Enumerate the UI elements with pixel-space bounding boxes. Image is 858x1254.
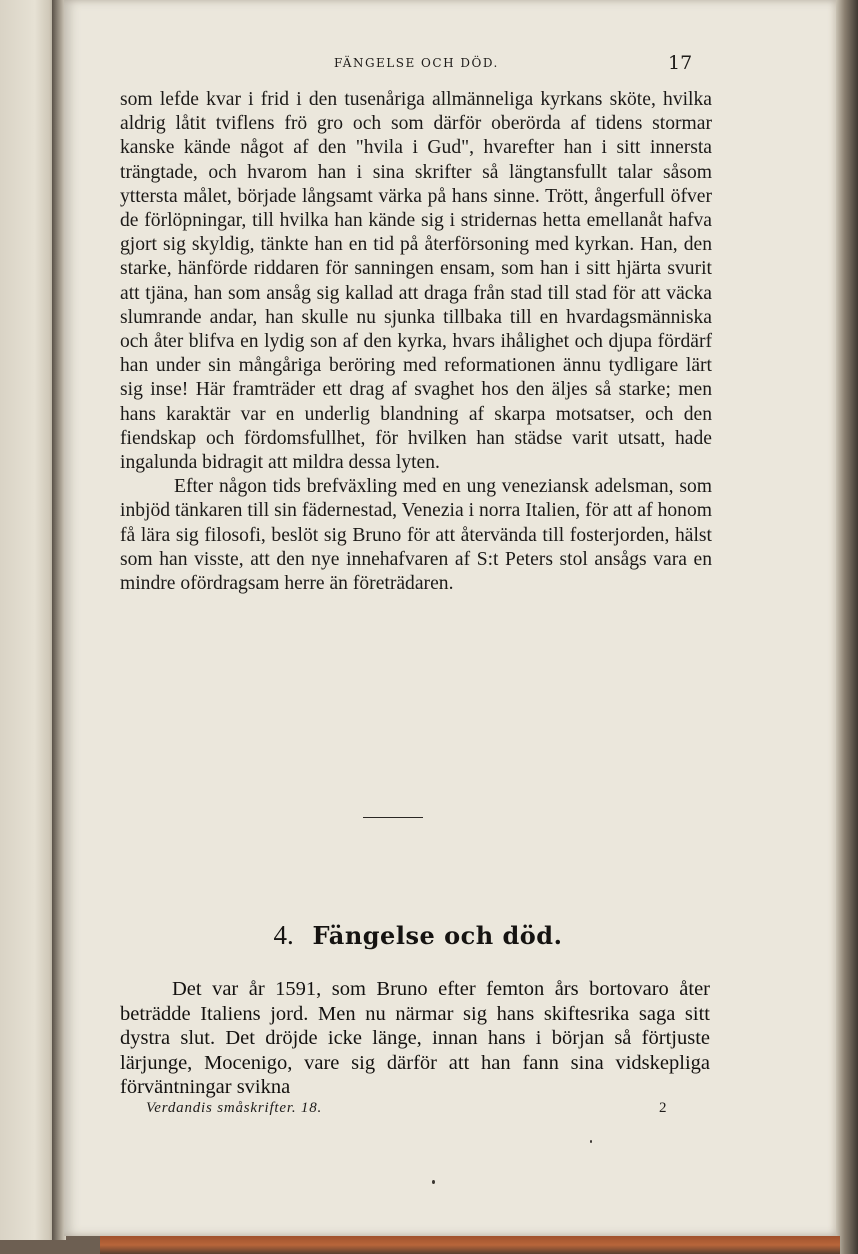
running-title: FÄNGELSE OCH DÖD. [334,56,499,70]
paragraph-continued: som lefde kvar i frid i den tusenåriga allmänneliga kyrkans sköte, hvilka aldrig låtit tviflens frö gro och som därför oberörda af tidens stormar kanske kände något af den "hvila i Gud", hvarefter han i sitt innersta trängtade, och hvarom han i sina skrifter så längtansfullt talar såsom yttersta målet, började långsamt värka på hans sinne. Trött, ångerfull öfver de förlöpningar, till hvilka han kände sig i stridernas hetta emellanåt hafva gjort sig skyldig, tänkte han en tid på återförsoning med kyrkan. Han, den starke, hänförde riddaren för sanningen ensam, som han i sitt hjärta svurit att tjäna, han som ansåg sig kallad att draga från stad till stad för att väcka slumrande andar, han skulle nu sjunka tillbaka till en hvardagsmänniska och åter blifva en lydig son af den kyrka, hvars ihålighet och djupa fördärf han under sin mångåriga beröring med reformationen ännu tydligare lärt sig inse! Här framträder ett drag af svaghet hos den äljes så starke; men hans karaktär var en underlig blandning af skarpa motsatser, och den fiendskap och fördomsfullhet, för hvilken han städse varit utsatt, hade ingalunda bidragit att mildra dessa lyten. [120,89,712,474]
section-heading [120,920,716,951]
body-text [120,88,712,596]
series-title: Verdandis småskrifter. 18. [146,1100,323,1116]
paragraph: Efter någon tids brefväxling med en ung veneziansk adelsman, som inbjöd tänkaren till sin fädernestad, Venezia i norra Italien, för att af honom få lära sig filosofi, beslöt sig Bruno för att återvända till fosterjorden, hälst som han visste, att den nye innehafvaren af S:t Peters stol ansågs vara en mindre ofördragsam herre än företrädaren. [120,476,712,595]
ink-speck [432,1180,435,1184]
left-page-edge [0,0,58,1240]
ink-speck [590,1140,592,1143]
right-page-edge [836,0,858,1254]
signature-mark: 2 [659,1100,667,1116]
page-number: 17 [668,52,693,74]
section-divider [363,817,423,818]
paragraph: Det var år 1591, som Bruno efter femton års bortovaro åter beträdde Italiens jord. Men nu närmar sig hans skiftesrika saga sitt dystra slut. Det dröjde icke länge, innan hans i början så förtjuste lärjunge, Mocenigo, vare sig därför att han fann sina vidskepliga förväntningar svikna [120,978,710,1099]
section-text [120,977,710,1100]
section-number: 4. [273,920,294,950]
book-cover-edge [100,1236,840,1254]
section-title: Fängelse och död. [312,921,563,950]
